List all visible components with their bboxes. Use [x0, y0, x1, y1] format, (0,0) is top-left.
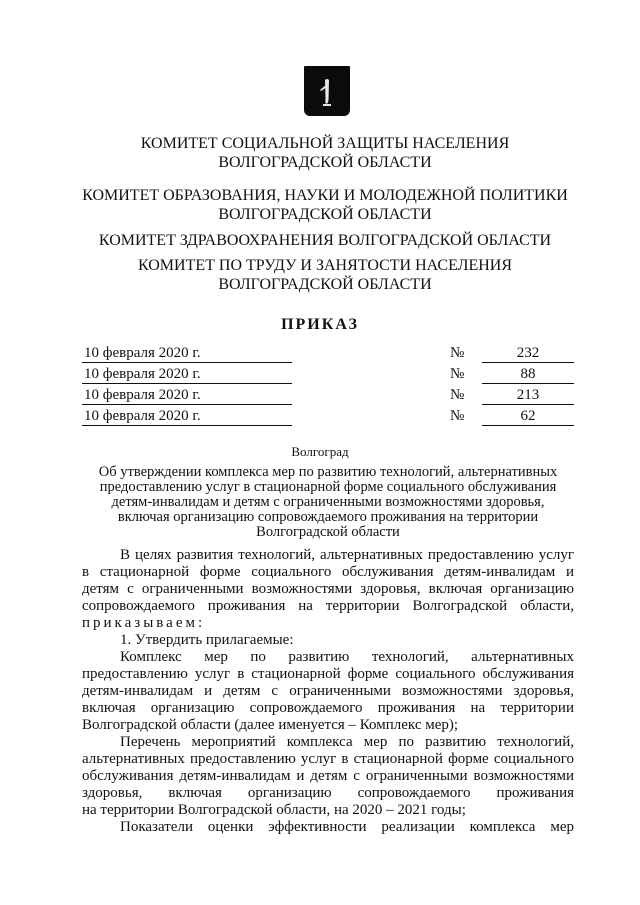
subject-line: детям-инвалидам и детям с ограниченными возможностями здоровья, — [111, 494, 545, 510]
subject-line: Волгоградской области — [256, 524, 400, 540]
preamble-line: в стационарной форме социального обслуживания детям-инвалидам и — [82, 564, 574, 580]
registration-date: 10 февраля 2020 г. — [82, 386, 292, 405]
committee-line: КОМИТЕТ ЗДРАВООХРАНЕНИЯ ВОЛГОГРАДСКОЙ ОБЛАСТИ — [98, 232, 552, 249]
number-sign: № — [450, 345, 465, 361]
registration-row — [82, 344, 574, 364]
para2-line: здоровья, включая организацию сопровождаемого проживания — [82, 785, 574, 801]
city: Волгоград — [291, 444, 349, 459]
registration-row — [82, 407, 574, 427]
committee-header-health — [60, 231, 590, 250]
committee-line: КОМИТЕТ ОБРАЗОВАНИЯ, НАУКИ И МОЛОДЕЖНОЙ ПОЛИТИКИ — [82, 187, 568, 204]
order-subject — [82, 465, 574, 540]
subject-line: включая организацию сопровождаемого проживания на территории — [117, 509, 539, 525]
para1-line: предоставлению услуг в стационарной форме социального обслуживания — [82, 666, 574, 682]
registration-number: 232 — [482, 344, 574, 363]
order-title: ПРИКАЗ — [281, 316, 359, 333]
committee-line: ВОЛГОГРАДСКОЙ ОБЛАСТИ — [218, 154, 432, 171]
committee-line: КОМИТЕТ ПО ТРУДУ И ЗАНЯТОСТИ НАСЕЛЕНИЯ — [137, 257, 513, 274]
committee-header-education — [60, 186, 590, 224]
committee-line: ВОЛГОГРАДСКОЙ ОБЛАСТИ — [218, 276, 432, 293]
preamble-line: сопровождаемого проживания на территории Волгоградской области, — [82, 598, 574, 614]
registration-date: 10 февраля 2020 г. — [82, 407, 292, 426]
para1-line: Волгоградской области (далее именуется – Комплекс мер); — [82, 717, 459, 733]
subject-line: Об утверждении комплекса мер по развитию технологий, альтернативных — [98, 464, 558, 480]
registration-number: 213 — [482, 386, 574, 405]
para1-line: включая организацию сопровождаемого проживания на территории — [82, 700, 574, 716]
committee-line: КОМИТЕТ СОЦИАЛЬНОЙ ЗАЩИТЫ НАСЕЛЕНИЯ — [140, 135, 510, 152]
para3-line: Показатели оценки эффективности реализации комплекса мер — [120, 819, 574, 835]
registration-date: 10 февраля 2020 г. — [82, 344, 292, 363]
registration-date: 10 февраля 2020 г. — [82, 365, 292, 384]
preamble-line: В целях развития технологий, альтернативных предоставлению услуг — [120, 547, 574, 563]
order-word: приказываем: — [82, 615, 206, 631]
committee-line: ВОЛГОГРАДСКОЙ ОБЛАСТИ — [218, 206, 432, 223]
para1-line: детям-инвалидам и детям с ограниченными возможностями здоровья, — [82, 683, 574, 699]
number-sign: № — [450, 408, 465, 424]
para2-line: на территории Волгоградской области, на 2020 – 2021 годы; — [82, 802, 466, 818]
registration-row — [82, 386, 574, 406]
preamble-line: детям с ограниченными возможностями здоровья, включая организацию — [82, 581, 574, 597]
registration-number: 88 — [482, 365, 574, 384]
para2-line: обслуживания детям-инвалидам и детям с ограниченными возможностями — [82, 768, 574, 784]
committee-header-social — [60, 134, 590, 172]
para2-line: Перечень мероприятий комплекса мер по развитию технологий, — [120, 734, 574, 750]
para1-line: Комплекс мер по развитию технологий, альтернативных — [120, 649, 574, 665]
preamble — [82, 547, 574, 836]
coat-of-arms-icon — [304, 66, 350, 116]
committee-header-labor — [60, 256, 590, 294]
number-sign: № — [450, 387, 465, 403]
registration-row — [82, 365, 574, 385]
registration-number: 62 — [482, 407, 574, 426]
number-sign: № — [450, 366, 465, 382]
item-1: 1. Утвердить прилагаемые: — [120, 632, 294, 648]
para2-line: альтернативных предоставлению услуг в стационарной форме социального — [82, 751, 574, 767]
subject-line: предоставлению услуг в стационарной форме социального обслуживания — [99, 479, 557, 495]
